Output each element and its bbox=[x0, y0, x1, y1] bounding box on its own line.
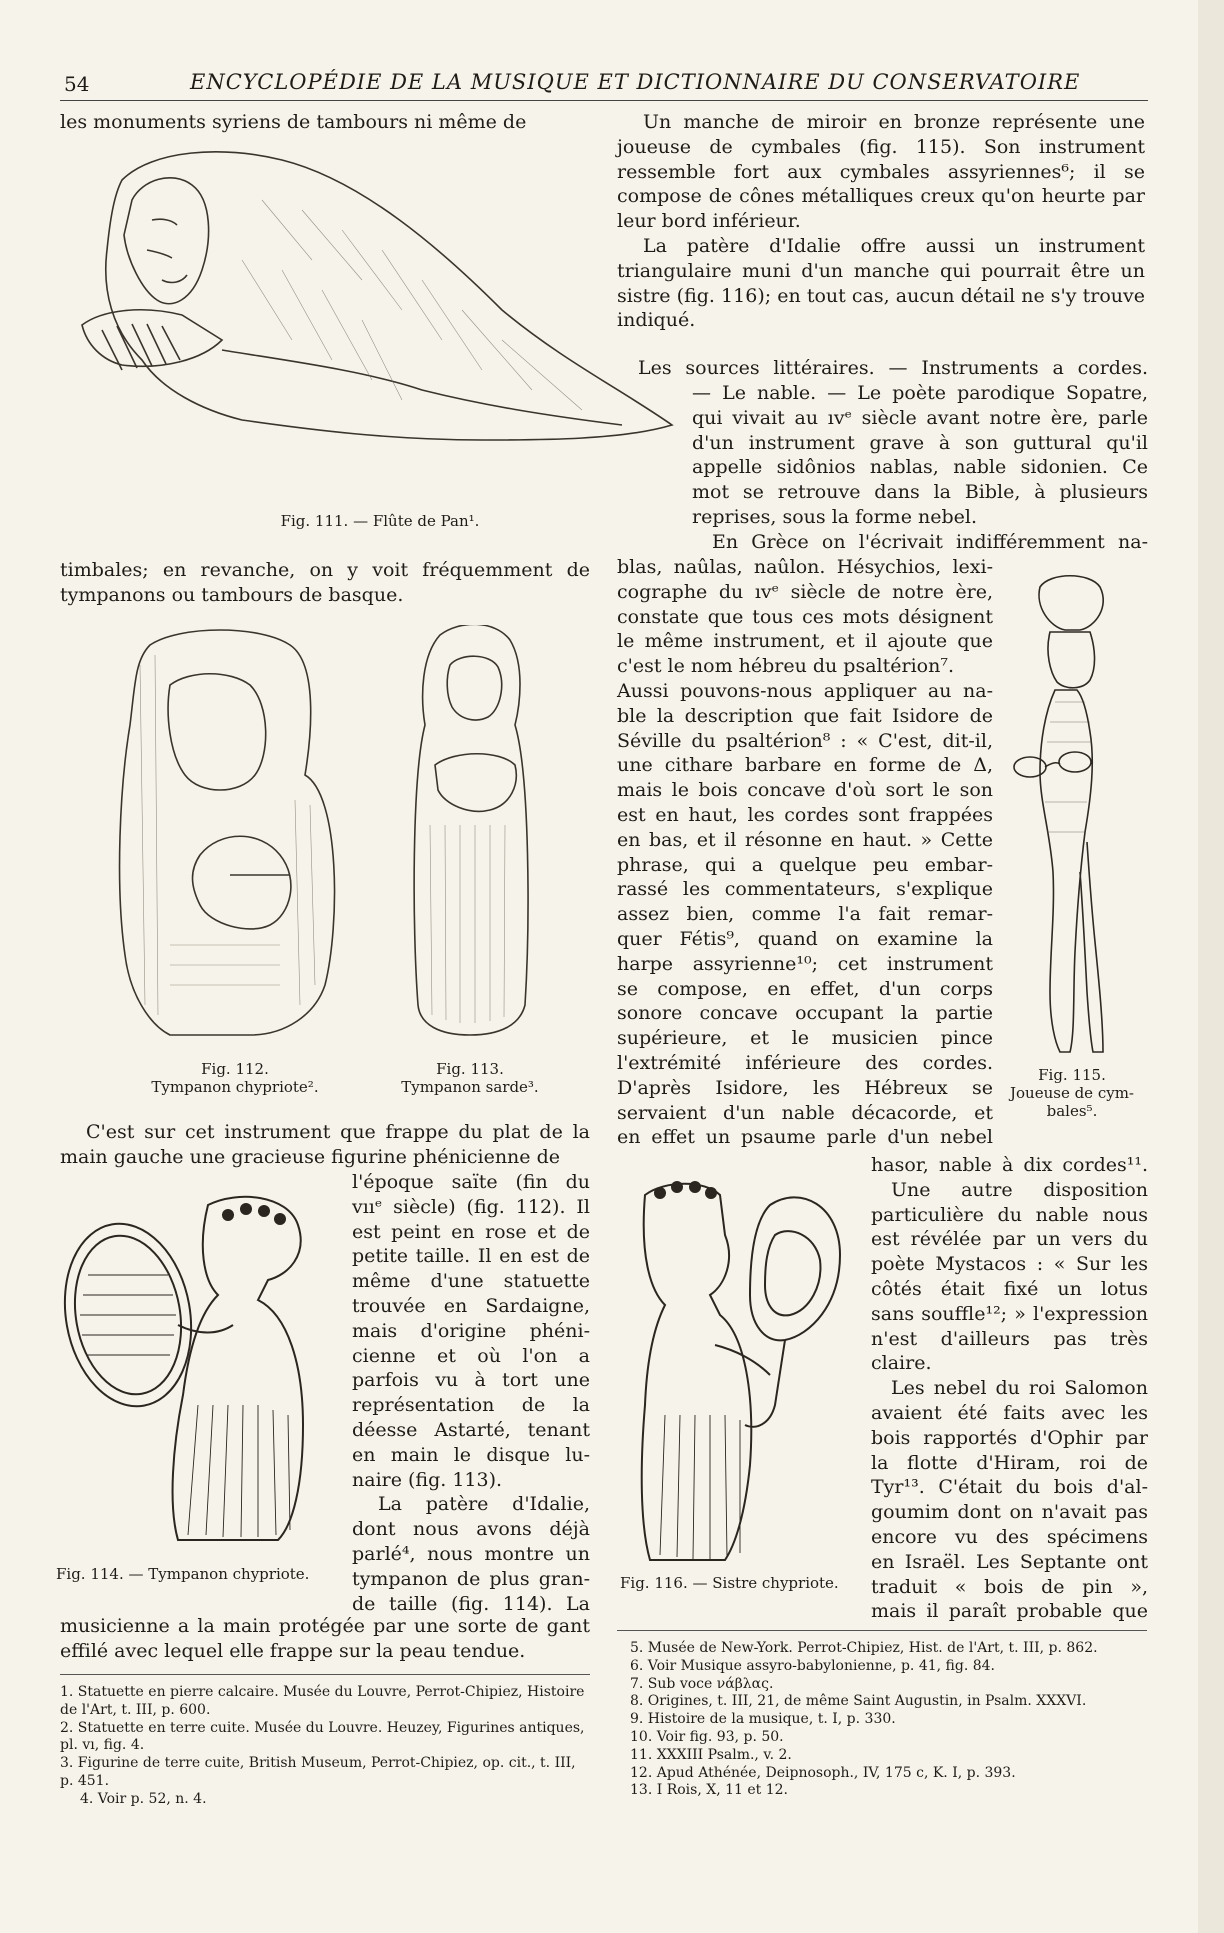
footnote-4: 4. Voir p. 52, n. 4. bbox=[80, 1790, 207, 1807]
footnote-3: 3. Figurine de terre cuite, British Museum, Perrot-Chipiez, op. cit., t. III, p. 451. bbox=[60, 1755, 576, 1789]
left-p3-line-12: naire (fig. 113). bbox=[352, 1468, 503, 1491]
right-footnote-rule bbox=[617, 1630, 1147, 1631]
right-p3-line-4: mot se retrouve dans la Bible, à plusieurs bbox=[692, 481, 1148, 504]
right-p4-line-4: c'est le nom hébreu du psaltérion⁷. bbox=[617, 655, 954, 678]
right-p6-line-8: traduit « bois de pin », bbox=[871, 1575, 1148, 1598]
fig111-caption: Fig. 111. — Flûte de Pan¹. bbox=[280, 512, 480, 530]
footnote-7: 7. Sub voce νάβλας. bbox=[630, 1675, 774, 1692]
running-title: ENCYCLOPÉDIE DE LA MUSIQUE ET DICTIONNAIRE DU CONSERVATOIRE bbox=[190, 70, 1081, 94]
left-p3-line-5: trouvée en Sardaigne, bbox=[352, 1294, 590, 1317]
right-p3-line-1: qui vivait au ıvᵉ siècle avant notre ère, parle bbox=[692, 406, 1148, 429]
left-footnotes bbox=[60, 1684, 590, 1809]
right-p4-line-20: l'extrémité inférieure des cordes. bbox=[617, 1051, 993, 1074]
fig115-caption-title-end: bales⁵. bbox=[1046, 1102, 1098, 1120]
right-p4-first: En Grèce on l'écrivait indifféremment na- bbox=[712, 530, 1148, 553]
right-p5-line-3: est révélée par un vers du bbox=[871, 1228, 1148, 1251]
right-p4-line-19: supérieure, et le musicien pince bbox=[617, 1027, 993, 1050]
left-p1: les monuments syriens de tambours ni même de bbox=[60, 111, 527, 133]
left-p3-line-9: représentation de la bbox=[352, 1394, 590, 1417]
left-p4-end: musicienne a la main protégée par une sorte de gant effilé avec lequel elle frappe sur la peau tendue. bbox=[60, 1615, 590, 1662]
right-p6-line-9: mais il paraît probable que bbox=[871, 1600, 1148, 1623]
right-p1: Un manche de miroir en bronze représente une joueuse de cymbales (fig. 115). Son instrument ressemble fort aux cymbales assyriennes⁶; il se compose de cônes métalliques creux qu'on heurte par leur bord inférieur. La patère d'Idalie offre aussi un instrument triangulaire muni d'un manche qui pourrait être un sistre (fig. 116); en tout cas, aucun détail ne s'y trouve indiqué. bbox=[617, 111, 1145, 332]
footnote-5: 5. Musée de New-York. Perrot-Chipiez, Hist. de l'Art, t. III, p. 862. bbox=[630, 1640, 1098, 1656]
left-p4-line-3: tympanon de plus gran- bbox=[352, 1567, 590, 1590]
left-p3-line-6: mais d'origine phéni- bbox=[352, 1319, 590, 1342]
right-p3-line-2: d'un instrument grave à son guttural qu'il bbox=[692, 431, 1148, 454]
fig111-illustration bbox=[62, 140, 682, 500]
right-p6-line-6: encore vu des spécimens bbox=[871, 1525, 1148, 1548]
right-p5-line-1: Une autre disposition bbox=[891, 1178, 1148, 1201]
left-p3-wrapped bbox=[352, 1170, 590, 1616]
fig113-illustration bbox=[400, 625, 540, 1045]
fig116-caption: Fig. 116. — Sistre chypriote. bbox=[620, 1574, 839, 1592]
fig113-caption-number: Fig. 113. bbox=[436, 1060, 504, 1078]
right-p4-line-7: Séville du psaltérion⁸ : « C'est, dit-il, bbox=[617, 729, 993, 752]
right-p4-line-9: mais le bois concave d'où sort le son bbox=[617, 779, 993, 802]
page-header bbox=[60, 70, 1150, 98]
right-p5-line-0: hasor, nable à dix cordes¹¹. bbox=[871, 1154, 1148, 1176]
right-p4-line-11: en bas, et il résonne en haut. » Cette bbox=[617, 828, 993, 851]
right-p5-line-6: sans souffle¹²; » l'expression bbox=[871, 1302, 1148, 1325]
right-p5 bbox=[871, 1153, 1148, 1624]
right-p6-line-4: Tyr¹³. C'était du bois d'al- bbox=[871, 1476, 1148, 1499]
right-p4-line-10: est en haut, les cordes sont frappées bbox=[617, 803, 993, 826]
fig112-illustration bbox=[110, 625, 340, 1045]
fig113-caption-title: Tympanon sarde³. bbox=[401, 1078, 539, 1096]
left-footnote-rule bbox=[60, 1674, 590, 1675]
right-p3-line-3: appelle sidônios nablas, nable sidonien. Ce bbox=[692, 456, 1148, 479]
fig112-caption-title: Tympanon chypriote². bbox=[151, 1078, 319, 1096]
left-p3-line-7: cienne et où l'on a bbox=[352, 1344, 590, 1367]
right-p5-line-8: claire. bbox=[871, 1352, 932, 1375]
left-p3-line-3: petite taille. Il en est de bbox=[352, 1245, 590, 1268]
right-p4-line-1: cographe du ıvᵉ siècle de notre ère, bbox=[617, 580, 993, 603]
fig112-caption bbox=[120, 1060, 350, 1096]
right-p4-line-14: assez bien, comme l'a fait remar- bbox=[617, 903, 993, 926]
page-number: 54 bbox=[64, 72, 90, 96]
right-p4-line-23: en effet un psaume parle d'un nebel bbox=[617, 1126, 993, 1149]
right-p6-line-0: Les nebel du roi Salomon bbox=[891, 1377, 1148, 1400]
right-footnotes bbox=[630, 1640, 1150, 1800]
fig112-caption-number: Fig. 112. bbox=[201, 1060, 269, 1078]
right-p6-line-2: bois rapportés d'Ophir par bbox=[871, 1426, 1148, 1449]
fig115-caption-title: Joueuse de cym- bbox=[1010, 1084, 1134, 1102]
adjacent-page-edge bbox=[1198, 0, 1224, 1933]
right-p4-line-5: Aussi pouvons-nous appliquer au na- bbox=[617, 679, 993, 702]
right-p3 bbox=[692, 381, 1148, 555]
left-p3-line-1: vııᵉ siècle) (fig. 112). Il bbox=[352, 1195, 590, 1218]
fig114-illustration bbox=[58, 1185, 328, 1565]
fig114-caption: Fig. 114. — Tympanon chypriote. bbox=[56, 1565, 310, 1583]
right-p4 bbox=[617, 555, 993, 1150]
footnote-6: 6. Voir Musique assyro-babylonienne, p. 41, fig. 84. bbox=[630, 1657, 996, 1674]
right-p4-line-8: une cithare barbare en forme de Δ, bbox=[617, 754, 993, 777]
footnote-13: 13. I Rois, X, 11 et 12. bbox=[630, 1782, 788, 1799]
footnote-1: 1. Statuette en pierre calcaire. Musée du Louvre, Perrot-Chipiez, Histoire de l'Art, t. III, p. 600. bbox=[60, 1684, 585, 1718]
left-p3-line-0: l'époque saïte (fin du bbox=[352, 1171, 590, 1193]
right-p5-line-5: côtés était fixé un lotus bbox=[871, 1277, 1148, 1300]
right-p3-line-5: reprises, sous la forme nebel. bbox=[692, 505, 977, 528]
right-sources-heading: Les sources littéraires. — Instruments a cordes. bbox=[638, 357, 1148, 379]
right-p5-line-2: particulière du nable nous bbox=[871, 1203, 1148, 1226]
left-p2: timbales; en revanche, on y voit fréquemment de tympanons ou tambours de basque. bbox=[60, 559, 590, 606]
right-p4-line-22: servaient d'un nable décacorde, et bbox=[617, 1101, 993, 1124]
left-p3-intro: C'est sur cet instrument que frappe du plat de la main gauche une gracieuse figurine phénicienne de bbox=[60, 1121, 590, 1168]
left-p3-line-4: même d'une statuette bbox=[352, 1270, 590, 1293]
fig115-caption-number: Fig. 115. bbox=[1038, 1066, 1106, 1084]
fig113-caption bbox=[385, 1060, 555, 1096]
fig115-caption bbox=[996, 1066, 1148, 1120]
right-p4-line-17: se compose, en effet, d'un corps bbox=[617, 977, 993, 1000]
right-p5-line-4: poète Mystacos : « Sur les bbox=[871, 1253, 1148, 1276]
right-p6-line-5: goumim dont on n'avait pas bbox=[871, 1501, 1148, 1524]
right-p4-line-15: quer Fétis⁹, quand on examine la bbox=[617, 927, 993, 950]
right-p4-line-12: phrase, qui a quelque peu embar- bbox=[617, 853, 993, 876]
right-p4-line-0: blas, naûlas, naûlon. Hésychios, lexi- bbox=[617, 556, 993, 578]
left-p3-line-2: est peint en rose et de bbox=[352, 1220, 590, 1243]
footnote-8: 8. Origines, t. III, 21, de même Saint Augustin, in Psalm. XXXVI. bbox=[630, 1693, 1087, 1710]
fig115-illustration bbox=[995, 572, 1145, 1062]
right-p4-line-21: D'après Isidore, les Hébreux se bbox=[617, 1076, 993, 1099]
footnote-12: 12. Apud Athénée, Deipnosoph., IV, 175 c, K. I, p. 393. bbox=[630, 1764, 1016, 1781]
right-p4-line-13: rassé les commentateurs, s'explique bbox=[617, 878, 993, 901]
fig116-illustration bbox=[625, 1175, 860, 1570]
footnote-2: 2. Statuette en terre cuite. Musée du Louvre. Heuzey, Figurines antiques, pl. vı, fig. 4. bbox=[60, 1719, 585, 1754]
right-p6-line-7: en Israël. Les Septante ont bbox=[871, 1550, 1148, 1573]
right-p4-line-6: ble la description que fait Isidore de bbox=[617, 704, 993, 727]
left-p4-line-0: La patère d'Idalie, bbox=[378, 1493, 590, 1516]
right-p4-line-16: harpe assyrienne¹⁰; cet instrument bbox=[617, 952, 993, 975]
left-p3-line-11: en main le disque lu- bbox=[352, 1443, 590, 1466]
footnote-11: 11. XXXIII Psalm., v. 2. bbox=[630, 1746, 792, 1763]
footnote-10: 10. Voir fig. 93, p. 50. bbox=[630, 1728, 784, 1745]
right-p4-line-18: sonore concave occupant la partie bbox=[617, 1002, 993, 1025]
right-p2: La patère d'Idalie offre aussi un instrument triangulaire muni d'un manche qui pourrait être un sistre (fig. 116); en tout cas, aucun détail ne s'y trouve indiqué. bbox=[617, 234, 1145, 332]
left-p4-line-2: parlé⁴, nous montre un bbox=[352, 1542, 590, 1565]
footnote-9: 9. Histoire de la musique, t. I, p. 330. bbox=[630, 1711, 896, 1728]
right-p6-line-3: la flotte d'Hiram, roi de bbox=[871, 1451, 1148, 1474]
right-p6-line-1: avaient été faits avec les bbox=[871, 1401, 1148, 1424]
right-p4-line-2: constate que tous ces mots désignent bbox=[617, 605, 993, 628]
left-p4-line-4: de taille (fig. 114). La bbox=[352, 1592, 590, 1615]
right-p5-line-7: n'est d'ailleurs pas très bbox=[871, 1327, 1148, 1350]
left-p3-line-10: déesse Astarté, tenant bbox=[352, 1418, 590, 1441]
right-p4-line-3: le même instrument, et il ajoute que bbox=[617, 630, 993, 653]
left-p3-line-8: parfois vu à tort une bbox=[352, 1369, 590, 1392]
right-p3-line-0: — Le nable. — Le poète parodique Sopatre, bbox=[692, 382, 1148, 404]
left-p4-line-1: dont nous avons déjà bbox=[352, 1518, 590, 1541]
header-rule bbox=[60, 100, 1148, 101]
